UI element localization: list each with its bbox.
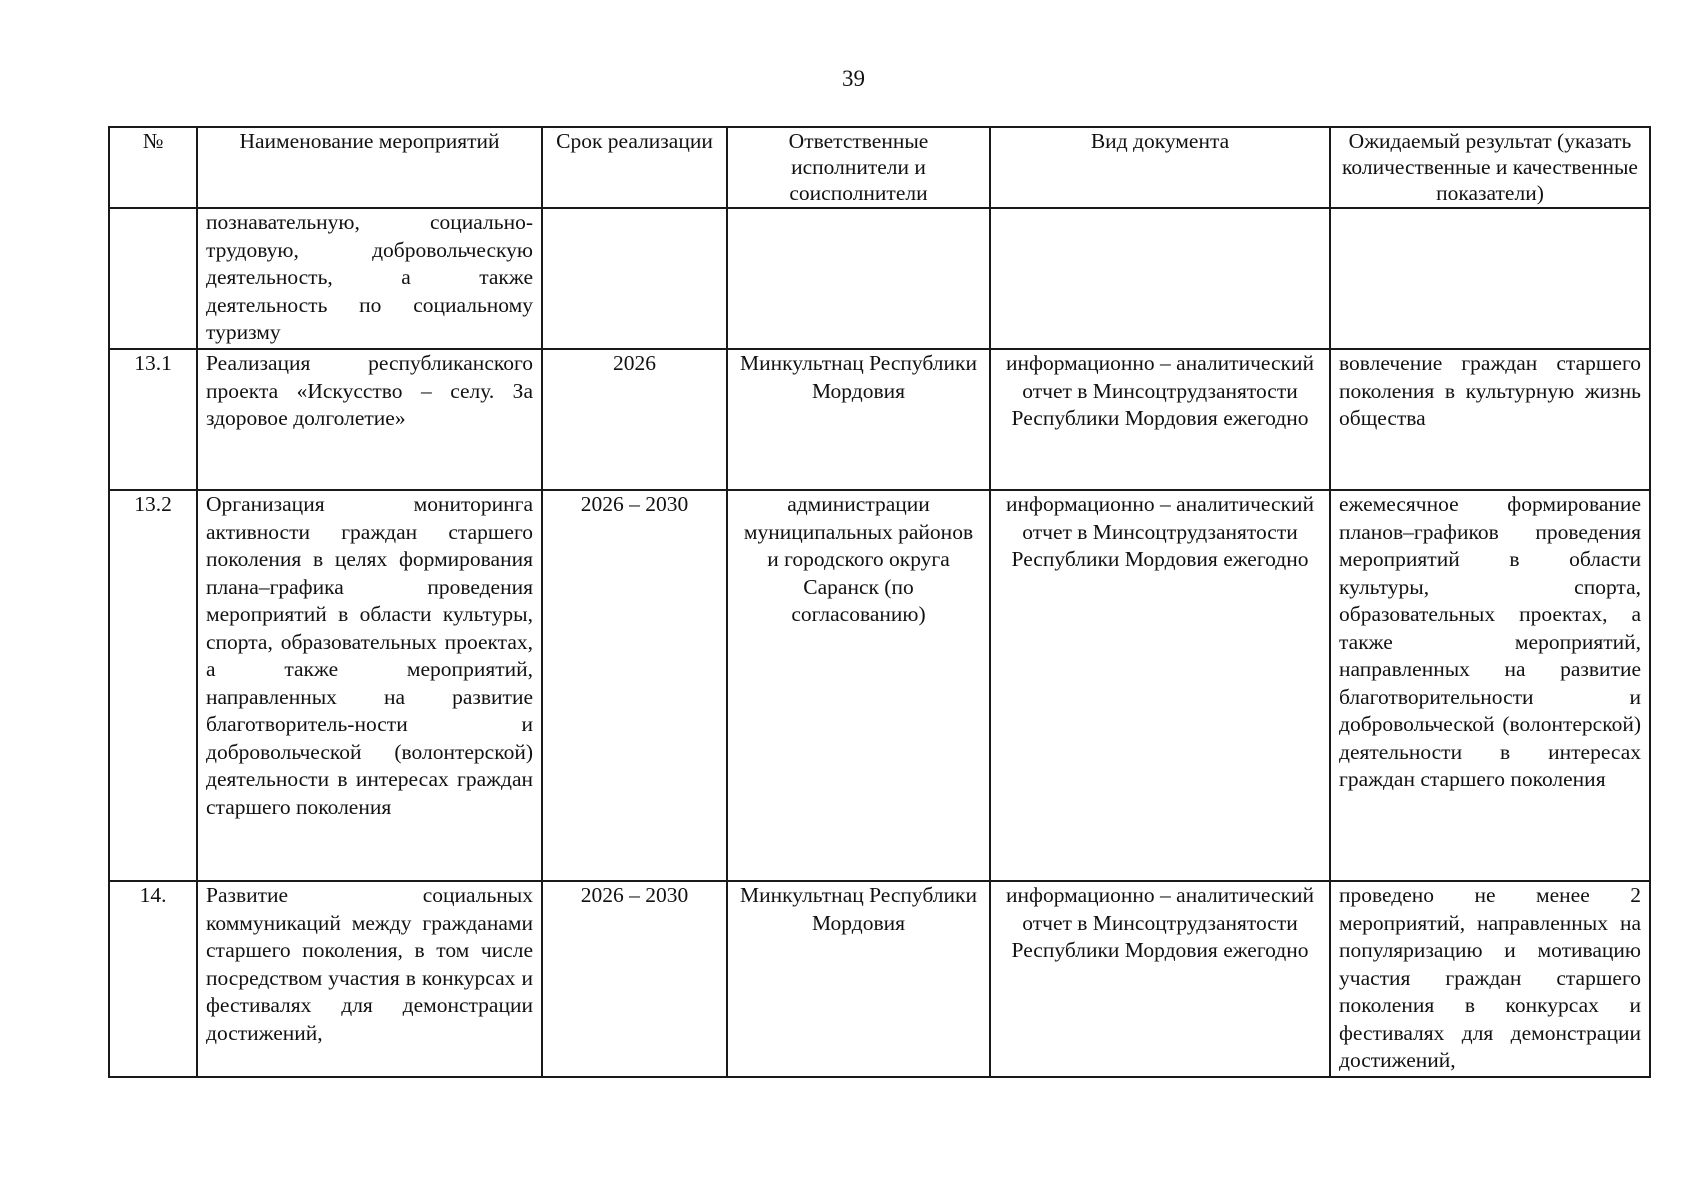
row-event-name: Реализация республиканского проекта «Искусство – селу. За здоровое долголетие» [197, 349, 542, 490]
page-number: 39 [842, 66, 865, 91]
header-expected-result: Ожидаемый результат (указать количественные и качественные показатели) [1330, 127, 1650, 208]
row-document-type [990, 208, 1330, 349]
header-document-type: Вид документа [990, 127, 1330, 208]
row-expected-result: вовлечение граждан старшего поколения в культурную жизнь общества [1330, 349, 1650, 490]
row-number: 14. [109, 881, 197, 1077]
table-row [109, 881, 1650, 1077]
row-term: 2026 – 2030 [542, 490, 727, 881]
row-responsible: администрации муниципальных районов и городского округа Саранск (по согласованию) [727, 490, 990, 881]
header-responsible: Ответственные исполнители и соисполнители [727, 127, 990, 208]
row-document-type: информационно – аналитический отчет в Минсоцтрудзанятости Республики Мордовия ежегодно [990, 490, 1330, 881]
row-expected-result [1330, 208, 1650, 349]
row-expected-result: ежемесячное формирование планов–графиков проведения мероприятий в области культуры, спорта, образовательных проектах, а также мероприятий, направленных на развитие благотворительности и добровольческой (волонтерской) деятельности в интересах граждан старшего поколения [1330, 490, 1650, 881]
row-document-type: информационно – аналитический отчет в Минсоцтрудзанятости Республики Мордовия ежегодно [990, 881, 1330, 1077]
row-responsible [727, 208, 990, 349]
header-event-name: Наименование мероприятий [197, 127, 542, 208]
row-event-name: Организация мониторинга активности граждан старшего поколения в целях формирования плана–графика проведения мероприятий в области культуры, спорта, образовательных проектах, а также мероприятий, направленных на развитие благотворитель-ности и добровольческой (волонтерской) деятельности в интересах граждан старшего поколения [197, 490, 542, 881]
row-responsible: Минкультнац Республики Мордовия [727, 881, 990, 1077]
row-document-type: информационно – аналитический отчет в Минсоцтрудзанятости Республики Мордовия ежегодно [990, 349, 1330, 490]
row-number: 13.1 [109, 349, 197, 490]
row-event-name: познавательную, социально-трудовую, добровольческую деятельность, а также деятельность по социальному туризму [197, 208, 542, 349]
table-row [109, 208, 1650, 349]
header-term: Срок реализации [542, 127, 727, 208]
row-term: 2026 – 2030 [542, 881, 727, 1077]
header-number: № [109, 127, 197, 208]
action-plan-table [108, 126, 1651, 1078]
row-term: 2026 [542, 349, 727, 490]
row-responsible: Минкультнац Республики Мордовия [727, 349, 990, 490]
table-row [109, 490, 1650, 881]
row-expected-result: проведено не менее 2 мероприятий, направленных на популяризацию и мотивацию участия граждан старшего поколения в конкурсах и фестивалях для демонстрации достижений, [1330, 881, 1650, 1077]
row-number: 13.2 [109, 490, 197, 881]
table-header-row [109, 127, 1650, 208]
row-number [109, 208, 197, 349]
table-row [109, 349, 1650, 490]
row-event-name: Развитие социальных коммуникаций между гражданами старшего поколения, в том числе посредством участия в конкурсах и фестивалях для демонстрации достижений, [197, 881, 542, 1077]
row-term [542, 208, 727, 349]
